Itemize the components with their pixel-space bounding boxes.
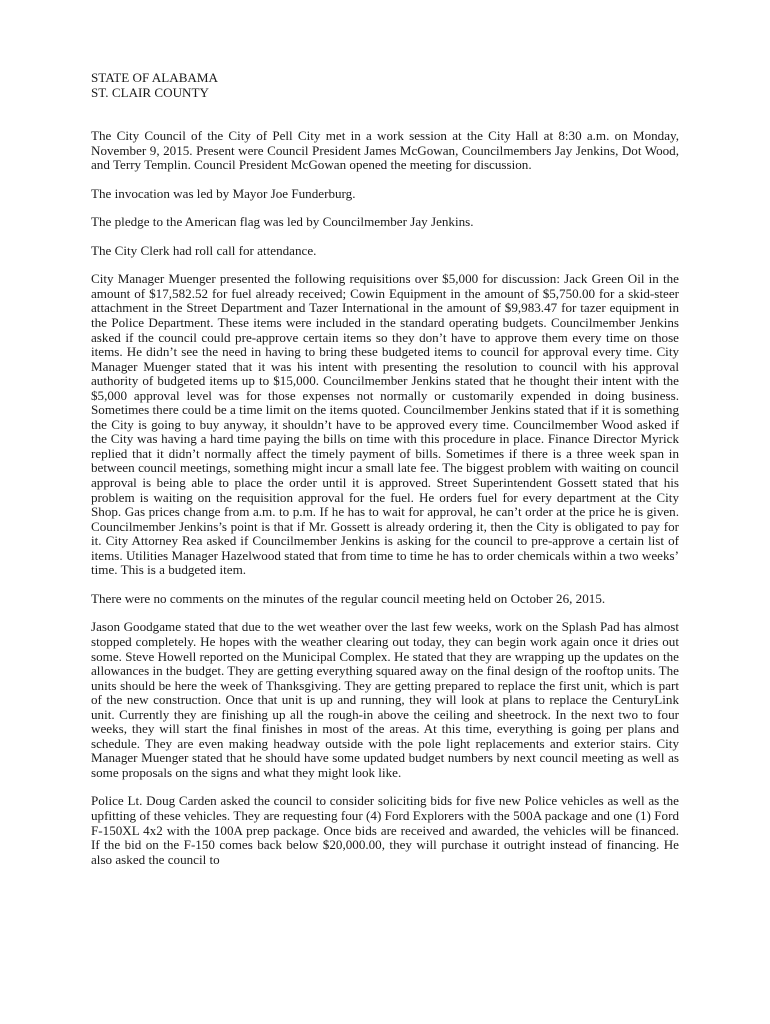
paragraph-requisitions: City Manager Muenger presented the following requisitions over $5,000 for discussion: Jack Green Oil in the amount of $17,582.52 for fuel already received; Cowin Equipment in the amount of $5,750.00 for a skid-steer attachment in the Street Department and Tazer International in the amount of $9,983.47 for tazer equipment in the Police Department. These items were included in the standard operating budgets. Councilmember Jenkins asked if the council could pre-approve certain items so they don’t have to approve them every time on those items. He didn’t see the need in having to bring these budgeted items to council for approval every time. City Manager Muenger stated that it was his intent with presenting the resolution to council with his approval authority of budgeted items up to $15,000. Councilmember Jenkins stated that he thought their intent with the $5,000 approval level was for those expenses not normally or customarily expended in doing business. Sometimes there could be a time limit on the items quoted. Councilmember Jenkins stated that if it is something the City is going to buy anyway, it shouldn’t have to be approved every time. Councilmember Wood asked if the City was having a hard time paying the bills on time with this procedure in place. Finance Director Myrick replied that it didn’t normally affect the timely payment of bills. Sometimes if there is a three week span in between council meetings, something might incur a small late fee. The biggest problem with waiting on council approval is being able to place the order until it is approved. Street Superintendent Gossett stated that his problem is waiting on the requisition approval for the fuel. He orders fuel for every department at the City Shop. Gas prices change from a.m. to p.m. If he has to wait for approval, he can’t order at the price he is given. Councilmember Jenkins’s point is that if Mr. Gossett is already ordering it, then the City is obligated to pay for it. City Attorney Rea asked if Councilmember Jenkins is asking for the council to pre-approve a certain list of items. Utilities Manager Hazelwood stated that from time to time he has to order chemicals within a two weeks’ time. This is a budgeted item. bbox=[91, 271, 679, 578]
paragraph-pledge: The pledge to the American flag was led by Councilmember Jay Jenkins. bbox=[91, 214, 474, 230]
paragraph-meeting-opening: The City Council of the City of Pell City met in a work session at the City Hall at 8:30 a.m. on Monday, November 9, 2015. Present were Council President James McGowan, Councilmembers Jay Jenkins, Dot Wood, and Terry Templin. Council President McGowan opened the meeting for discussion. bbox=[91, 128, 679, 173]
state-heading: STATE OF ALABAMA bbox=[91, 70, 218, 85]
county-heading: ST. CLAIR COUNTY bbox=[91, 84, 209, 100]
document-page bbox=[91, 71, 679, 881]
paragraph-invocation: The invocation was led by Mayor Joe Funderburg. bbox=[91, 185, 356, 201]
paragraph-roll-call: The City Clerk had roll call for attendance. bbox=[91, 242, 317, 258]
paragraph-projects-report: Jason Goodgame stated that due to the wet weather over the last few weeks, work on the Splash Pad has almost stopped completely. He hopes with the weather clearing out today, they can begin work again once it dries out some. Steve Howell reported on the Municipal Complex. He stated that they are wrapping up the updates on the allowances in the budget. They are getting everything squared away on the final design of the rooftop units. The units should be here the week of Thanksgiving. They are getting prepared to replace the first unit, which is part of the new construction. Once that unit is up and running, they will look at plans to replace the CenturyLink unit. Currently they are finishing up all the rough-in above the ceiling and sheetrock. In the next two to four weeks, they will start the final finishes in most of the areas. At this time, everything is going per plans and schedule. They are even making headway outside with the pole light replacements and exterior stairs. City Manager Muenger stated that he should have some updated budget numbers by next council meeting as well as some proposals on the signs and what they might look like. bbox=[91, 619, 679, 780]
paragraph-minutes: There were no comments on the minutes of the regular council meeting held on October 26, 2015. bbox=[91, 590, 606, 606]
document-header bbox=[91, 71, 679, 100]
paragraph-police-vehicles: Police Lt. Doug Carden asked the council to consider soliciting bids for five new Police vehicles as well as the upfitting of these vehicles. They are requesting four (4) Ford Explorers with the 500A package and one (1) Ford F-150XL 4x2 with the 100A prep package. Once bids are received and awarded, the vehicles will be financed. If the bid on the F-150 comes back below $20,000.00, they will purchase it outright instead of financing. He also asked the council to bbox=[91, 793, 679, 867]
